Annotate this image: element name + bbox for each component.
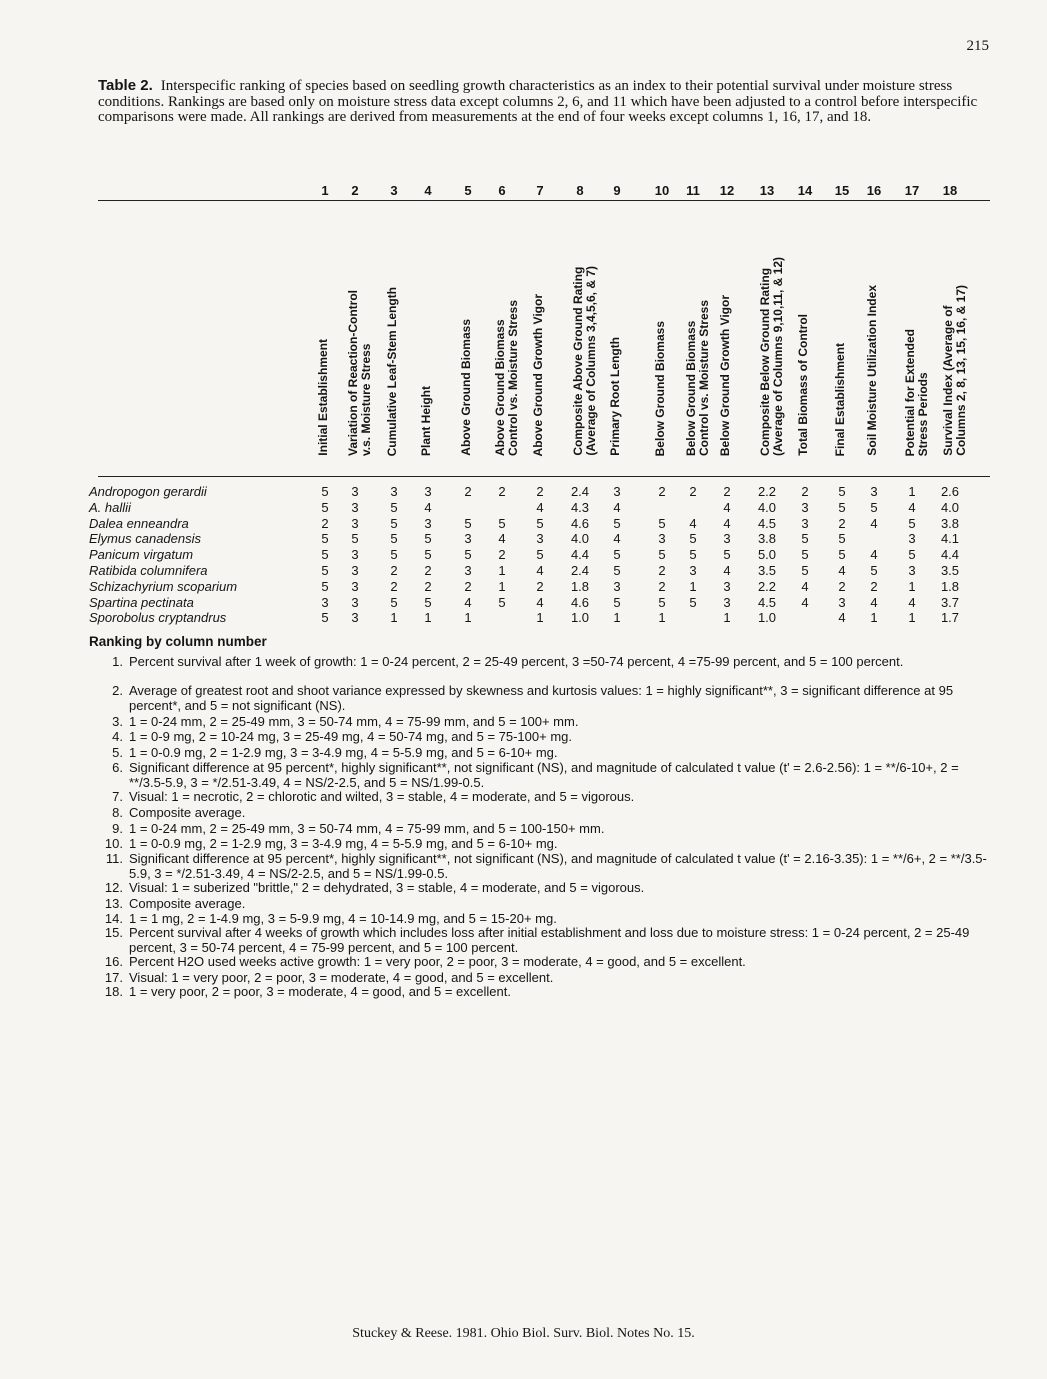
footnote-number: 15. xyxy=(104,925,123,940)
table-cell: 2 xyxy=(321,515,329,531)
table-cell: 5 xyxy=(870,499,878,515)
table-cell: 2 xyxy=(498,547,506,563)
table-cell: 5 xyxy=(390,594,398,610)
table-cell: 5 xyxy=(870,563,878,578)
table-cell: 3 xyxy=(424,515,432,531)
species-name: Sporobolus cryptandrus xyxy=(89,610,227,626)
table-cell: 2 xyxy=(424,578,432,594)
table-cell: 5 xyxy=(689,531,697,547)
column-header: Cumulative Leaf-Stem Length xyxy=(385,286,399,456)
column-header-cell xyxy=(609,212,639,456)
column-header-cell xyxy=(347,212,377,456)
footnote-number: 6. xyxy=(112,760,123,775)
table-cell: 4.0 xyxy=(940,499,960,515)
species-name: Andropogon gerardii xyxy=(89,484,207,499)
table-cell: 2.2 xyxy=(757,484,777,499)
column-number: 17 xyxy=(904,183,920,198)
table-cell: 1 xyxy=(908,610,916,626)
table-cell: 5 xyxy=(390,515,398,531)
page-number: 215 xyxy=(966,38,989,54)
table-cell: 1 xyxy=(689,578,697,594)
table-cell: 3 xyxy=(351,594,359,610)
table-cell: 5 xyxy=(658,515,666,531)
table-cell: 4.0 xyxy=(757,499,777,515)
table-cell: 4 xyxy=(498,531,506,547)
column-header: Composite Above Ground Rating (Average of Columns 3,4,5,6, & 7) xyxy=(571,266,598,456)
table-cell: 5 xyxy=(351,531,359,547)
table-cell: 4 xyxy=(870,547,878,563)
table-cell: 2 xyxy=(498,484,506,499)
table-cell: 3 xyxy=(723,594,731,610)
table-cell: 3 xyxy=(351,499,359,515)
table-cell: 4.5 xyxy=(757,515,777,531)
column-header: Initial Establishment xyxy=(316,339,330,456)
table-cell: 5 xyxy=(390,499,398,515)
table-cell: 5 xyxy=(801,547,809,563)
table-cell: 5 xyxy=(838,531,846,547)
table-cell: 4.4 xyxy=(940,547,960,563)
table-cell: 5 xyxy=(801,531,809,547)
table-cell: 5 xyxy=(424,594,432,610)
table-cell: 4 xyxy=(424,499,432,515)
species-name: Schizachyrium scoparium xyxy=(89,578,238,594)
table-cell: 3.8 xyxy=(940,515,960,531)
table-cell: 2 xyxy=(424,563,432,578)
table-cell: 5 xyxy=(801,563,809,578)
table-cell: 4 xyxy=(838,610,846,626)
table-cell: 4 xyxy=(689,515,697,531)
table-cell: 5 xyxy=(908,547,916,563)
table-cell: 5 xyxy=(390,547,398,563)
table-cell: 1 xyxy=(498,563,506,578)
footnote-text: 1 = 0-9 mg, 2 = 10-24 mg, 3 = 25-49 mg, 4 = 50-74 mg, and 5 = 75-100+ mg. xyxy=(129,729,572,744)
column-number: 3 xyxy=(390,183,398,198)
table-cell: 3 xyxy=(801,515,809,531)
table-cell: 4 xyxy=(908,499,916,515)
table-cell: 5 xyxy=(390,531,398,547)
table-cell: 2.6 xyxy=(940,484,960,499)
species-name: Spartina pectinata xyxy=(89,594,194,610)
column-number: 7 xyxy=(536,183,544,198)
table-cell: 5 xyxy=(424,531,432,547)
table-cell: 3 xyxy=(689,563,697,578)
table-cell: 4 xyxy=(870,515,878,531)
table-cell: 1 xyxy=(658,610,666,626)
table-cell: 4 xyxy=(613,531,621,547)
footnote-item xyxy=(89,761,999,791)
table-cell: 3 xyxy=(908,531,916,547)
column-number: 4 xyxy=(424,183,432,198)
column-number: 16 xyxy=(866,183,882,198)
column-header: Survival Index (Average of Columns 2, 8, 13, 15, 16, & 17) xyxy=(941,285,968,456)
table-cell: 2 xyxy=(689,484,697,499)
table-cell: 4.3 xyxy=(570,499,590,515)
footnote-number: 11. xyxy=(105,851,123,866)
table-cell: 1 xyxy=(613,610,621,626)
column-header-cell xyxy=(420,212,450,456)
table-cell: 3 xyxy=(390,484,398,499)
footnote-text: 1 = 0-24 mm, 2 = 25-49 mm, 3 = 50-74 mm, 4 = 75-99 mm, and 5 = 100-150+ mm. xyxy=(129,821,605,836)
table-cell: 1 xyxy=(908,484,916,499)
table-cell: 5 xyxy=(321,547,329,563)
column-number: 2 xyxy=(351,183,359,198)
footnote-text: Visual: 1 = suberized "brittle," 2 = dehydrated, 3 = stable, 4 = moderate, and 5 = vigorous. xyxy=(129,880,645,895)
table-cell: 5.0 xyxy=(757,547,777,563)
table-cell: 4 xyxy=(536,499,544,515)
table-caption-text: Interspecific ranking of species based on seedling growth characteristics as an index to their potential survival under moisture stress conditions. Rankings are based only on moisture stress data except columns 2, 6, and 11 which have been adjusted to a control before interspecific comparisons were made. All rankings are derived from measurements at the end of four weeks except columns 1, 16, 17, and 18. xyxy=(98,78,978,125)
table-cell: 2 xyxy=(838,578,846,594)
column-header-cell xyxy=(904,212,934,456)
table-cell: 1 xyxy=(390,610,398,626)
column-header: Composite Below Ground Rating (Average of Columns 9,10,11, & 12) xyxy=(758,257,785,456)
table-caption xyxy=(98,78,998,126)
footnote-number: 16. xyxy=(104,954,123,969)
column-header: Below Ground Growth Vigor xyxy=(718,294,732,456)
column-header: Primary Root Length xyxy=(608,337,622,456)
species-name: Ratibida columnifera xyxy=(89,563,208,578)
table-cell: 5 xyxy=(613,547,621,563)
footnote-item xyxy=(89,684,999,714)
table-cell: 3 xyxy=(351,563,359,578)
table-cell: 2 xyxy=(838,515,846,531)
table-cell: 3.5 xyxy=(940,563,960,578)
table-cell: 3 xyxy=(351,578,359,594)
table-cell: 4.6 xyxy=(570,515,590,531)
table-cell: 3.7 xyxy=(940,594,960,610)
footnote-text: Significant difference at 95 percent*, highly significant**, not significant (NS), and magnitude of calculated t value (t' = 2.6-2.56): 1 = **/6-10+, 2 = **/3.5-5.9, 3 = */2.51-3.49, 4 = NS/2-2.5, and 5 = NS/1.99-0.5. xyxy=(129,760,959,790)
column-header-cell xyxy=(834,212,864,456)
table-cell: 5 xyxy=(838,547,846,563)
column-header-cell xyxy=(572,212,602,456)
table-cell: 2 xyxy=(536,578,544,594)
column-header: Below Ground Biomass Control vs. Moisture Stress xyxy=(684,299,711,456)
table-cell: 3 xyxy=(838,594,846,610)
table-cell: 2 xyxy=(464,484,472,499)
footnote-text: Composite average. xyxy=(129,896,246,911)
column-header-cell xyxy=(494,212,524,456)
column-header-cell xyxy=(797,212,827,456)
table-cell: 5 xyxy=(613,515,621,531)
footnote-number: 8. xyxy=(112,805,123,820)
table-cell: 3 xyxy=(351,610,359,626)
column-header: Plant Height xyxy=(419,385,433,456)
footnote-text: Significant difference at 95 percent*, highly significant**, not significant (NS), and magnitude of calculated t value (t' = 2.16-3.35): 1 = **/6+, 2 = **/3.5-5.9, 3 = */2.51-3.49, 4 = NS/2-2.5, and 5 = NS/1.99-0.5. xyxy=(129,851,987,881)
table-cell: 5 xyxy=(723,547,731,563)
footnote-text: 1 = 0-24 mm, 2 = 25-49 mm, 3 = 50-74 mm, 4 = 75-99 mm, and 5 = 100+ mm. xyxy=(129,714,579,729)
footnote-number: 3. xyxy=(112,714,123,729)
table-cell: 2 xyxy=(658,484,666,499)
table-top-rule xyxy=(98,200,990,201)
table-cell: 3.8 xyxy=(757,531,777,547)
footnote-item xyxy=(89,730,999,745)
column-number: 5 xyxy=(464,183,472,198)
table-cell: 5 xyxy=(536,515,544,531)
footnote-item xyxy=(89,852,999,882)
column-header: Below Ground Biomass xyxy=(653,320,667,456)
table-cell: 1 xyxy=(723,610,731,626)
footnote-number: 13. xyxy=(104,896,123,911)
table-cell: 3 xyxy=(801,499,809,515)
column-header-cell xyxy=(532,212,562,456)
footnote-item xyxy=(89,897,999,912)
column-header: Total Biomass of Control xyxy=(796,314,810,456)
table-cell: 2 xyxy=(536,484,544,499)
table-cell: 4 xyxy=(536,594,544,610)
table-cell: 1 xyxy=(498,578,506,594)
footnote-item xyxy=(89,790,999,805)
footnote-item xyxy=(89,926,999,956)
column-number: 12 xyxy=(719,183,735,198)
table-cell: 5 xyxy=(321,610,329,626)
species-name: Panicum virgatum xyxy=(89,547,194,563)
column-header-cell xyxy=(685,212,715,456)
table-cell: 4.6 xyxy=(570,594,590,610)
table-cell: 2 xyxy=(658,563,666,578)
table-cell: 3 xyxy=(723,531,731,547)
table-cell: 3.5 xyxy=(757,563,777,578)
table-cell: 3 xyxy=(723,578,731,594)
column-header: Above Ground Biomass Control vs. Moisture Stress xyxy=(493,299,520,456)
table-cell: 1 xyxy=(424,610,432,626)
footnote-text: Percent survival after 1 week of growth: 1 = 0-24 percent, 2 = 25-49 percent, 3 =50-74 percent, 4 =75-99 percent, and 5 = 100 percent. xyxy=(129,654,904,669)
footnote-text: Visual: 1 = very poor, 2 = poor, 3 = moderate, 4 = good, and 5 = excellent. xyxy=(129,970,554,985)
footnote-item xyxy=(89,837,999,852)
table-cell: 5 xyxy=(321,578,329,594)
table-cell: 4 xyxy=(536,563,544,578)
column-header: Variation of Reaction-Control v.s. Moisture Stress xyxy=(346,289,373,456)
column-header: Potential for Extended Stress Periods xyxy=(903,328,930,456)
column-number: 1 xyxy=(321,183,329,198)
footnote-number: 9. xyxy=(112,821,123,836)
table-cell: 5 xyxy=(689,547,697,563)
table-cell: 4 xyxy=(464,594,472,610)
footnotes-title: Ranking by column number xyxy=(89,634,267,649)
table-cell: 4 xyxy=(908,594,916,610)
table-cell: 3 xyxy=(536,531,544,547)
table-header-rule xyxy=(98,476,990,477)
table-cell: 4.0 xyxy=(570,531,590,547)
table-label: Table 2. xyxy=(98,77,153,94)
table-cell: 2 xyxy=(464,578,472,594)
column-number: 9 xyxy=(613,183,621,198)
table-cell: 3 xyxy=(908,563,916,578)
table-cell: 1 xyxy=(908,578,916,594)
column-header-cell xyxy=(654,212,684,456)
table-cell: 3 xyxy=(613,484,621,499)
table-cell: 4 xyxy=(838,563,846,578)
table-cell: 3 xyxy=(424,484,432,499)
species-name: Elymus canadensis xyxy=(89,531,201,547)
column-header-cell xyxy=(866,212,896,456)
footnote-text: Visual: 1 = necrotic, 2 = chlorotic and wilted, 3 = stable, 4 = moderate, and 5 = vigorous. xyxy=(129,789,635,804)
column-number: 14 xyxy=(797,183,813,198)
table-cell: 1 xyxy=(464,610,472,626)
table-cell: 4.1 xyxy=(940,531,960,547)
column-header-cell xyxy=(719,212,749,456)
table-cell: 2 xyxy=(723,484,731,499)
table-cell: 5 xyxy=(498,594,506,610)
table-cell: 5 xyxy=(321,484,329,499)
footnote-number: 2. xyxy=(112,683,123,698)
table-cell: 2 xyxy=(390,578,398,594)
table-cell: 2 xyxy=(390,563,398,578)
column-number: 8 xyxy=(576,183,584,198)
table-cell: 4 xyxy=(723,563,731,578)
footnote-text: 1 = 1 mg, 2 = 1-4.9 mg, 3 = 5-9.9 mg, 4 = 10-14.9 mg, and 5 = 15-20+ mg. xyxy=(129,911,557,926)
column-header-cell xyxy=(759,212,789,456)
footnote-item xyxy=(89,822,999,837)
table-cell: 1.0 xyxy=(757,610,777,626)
table-cell: 5 xyxy=(689,594,697,610)
table-cell: 2.4 xyxy=(570,563,590,578)
footnote-number: 14. xyxy=(104,911,123,926)
column-number: 15 xyxy=(834,183,850,198)
footnote-item xyxy=(89,806,999,821)
page-footer: Stuckey & Reese. 1981. Ohio Biol. Surv. Biol. Notes No. 15. xyxy=(352,1326,695,1341)
footnote-text: Percent H2O used weeks active growth: 1 = very poor, 2 = poor, 3 = moderate, 4 = good, and 5 = excellent. xyxy=(129,954,746,969)
column-number: 18 xyxy=(942,183,958,198)
footnote-item xyxy=(89,746,999,761)
table-cell: 3 xyxy=(351,484,359,499)
table-cell: 1.7 xyxy=(940,610,960,626)
table-cell: 5 xyxy=(536,547,544,563)
table-cell: 3 xyxy=(464,563,472,578)
table-cell: 4 xyxy=(870,594,878,610)
table-cell: 4 xyxy=(801,578,809,594)
column-header: Above Ground Growth Vigor xyxy=(531,293,545,456)
table-cell: 5 xyxy=(838,484,846,499)
table-cell: 3 xyxy=(464,531,472,547)
column-header: Soil Moisture Utilization Index xyxy=(865,285,879,456)
footnote-number: 12. xyxy=(104,880,123,895)
footnote-number: 4. xyxy=(112,729,123,744)
table-cell: 4 xyxy=(613,499,621,515)
table-cell: 1 xyxy=(536,610,544,626)
table-cell: 5 xyxy=(321,531,329,547)
table-cell: 2.2 xyxy=(757,578,777,594)
table-cell: 1.0 xyxy=(570,610,590,626)
table-cell: 2 xyxy=(658,578,666,594)
table-cell: 3 xyxy=(613,578,621,594)
column-number: 6 xyxy=(498,183,506,198)
table-cell: 1 xyxy=(870,610,878,626)
table-cell: 5 xyxy=(658,547,666,563)
column-header-cell xyxy=(460,212,490,456)
table-cell: 3 xyxy=(351,547,359,563)
footnote-text: 1 = 0-0.9 mg, 2 = 1-2.9 mg, 3 = 3-4.9 mg, 4 = 5-5.9 mg, and 5 = 6-10+ mg. xyxy=(129,836,558,851)
footnote-item xyxy=(89,955,999,970)
footnote-text: 1 = 0-0.9 mg, 2 = 1-2.9 mg, 3 = 3-4.9 mg, 4 = 5-5.9 mg, and 5 = 6-10+ mg. xyxy=(129,745,558,760)
table-cell: 2 xyxy=(870,578,878,594)
footnote-text: Composite average. xyxy=(129,805,246,820)
footnote-text: Percent survival after 4 weeks of growth which includes loss after initial establishment and loss due to moisture stress: 1 = 0-24 percent, 2 = 25-49 percent, 3 = 50-74 percent, 4 = 75-99 percent, and 5 = 100 percent. xyxy=(129,925,970,955)
footnote-item xyxy=(89,715,999,730)
table-cell: 5 xyxy=(613,594,621,610)
table-cell: 5 xyxy=(658,594,666,610)
table-cell: 3 xyxy=(321,594,329,610)
footnote-number: 7. xyxy=(112,789,123,804)
column-header-cell xyxy=(386,212,416,456)
table-cell: 5 xyxy=(464,547,472,563)
footnote-number: 1. xyxy=(112,654,123,669)
table-cell: 4 xyxy=(801,594,809,610)
table-cell: 1.8 xyxy=(940,578,960,594)
table-cell: 5 xyxy=(464,515,472,531)
table-cell: 5 xyxy=(908,515,916,531)
footnote-number: 5. xyxy=(112,745,123,760)
species-name: A. hallii xyxy=(89,499,131,515)
footnote-number: 10. xyxy=(104,836,123,851)
table-cell: 4 xyxy=(723,515,731,531)
table-cell: 3 xyxy=(658,531,666,547)
footnote-number: 17. xyxy=(104,970,123,985)
table-cell: 5 xyxy=(498,515,506,531)
column-header: Above Ground Biomass xyxy=(459,319,473,456)
table-cell: 5 xyxy=(838,499,846,515)
table-cell: 5 xyxy=(424,547,432,563)
column-header-cell xyxy=(317,212,347,456)
table-cell: 5 xyxy=(321,499,329,515)
column-header-cell xyxy=(942,212,972,456)
table-cell: 5 xyxy=(613,563,621,578)
table-cell: 2 xyxy=(801,484,809,499)
table-cell: 4.5 xyxy=(757,594,777,610)
table-cell: 4.4 xyxy=(570,547,590,563)
column-number: 13 xyxy=(759,183,775,198)
table-cell: 3 xyxy=(870,484,878,499)
table-cell: 4 xyxy=(723,499,731,515)
footnote-item xyxy=(89,881,999,896)
footnote-item xyxy=(89,985,999,1000)
table-cell: 1.8 xyxy=(570,578,590,594)
footnote-text: Average of greatest root and shoot variance expressed by skewness and kurtosis values: 1 = highly significant**, 3 = significant difference at 95 percent*, and 5 = not significant (NS). xyxy=(129,683,954,713)
footnote-text: 1 = very poor, 2 = poor, 3 = moderate, 4 = good, and 5 = excellent. xyxy=(129,984,511,999)
table-cell: 5 xyxy=(321,563,329,578)
table-cell: 3 xyxy=(351,515,359,531)
column-number: 10 xyxy=(654,183,670,198)
species-name: Dalea enneandra xyxy=(89,515,189,531)
footnote-item xyxy=(89,655,999,670)
footnote-number: 18. xyxy=(104,984,123,999)
column-number: 11 xyxy=(686,183,700,198)
column-header: Final Establishment xyxy=(833,342,847,456)
table-cell: 2.4 xyxy=(570,484,590,499)
